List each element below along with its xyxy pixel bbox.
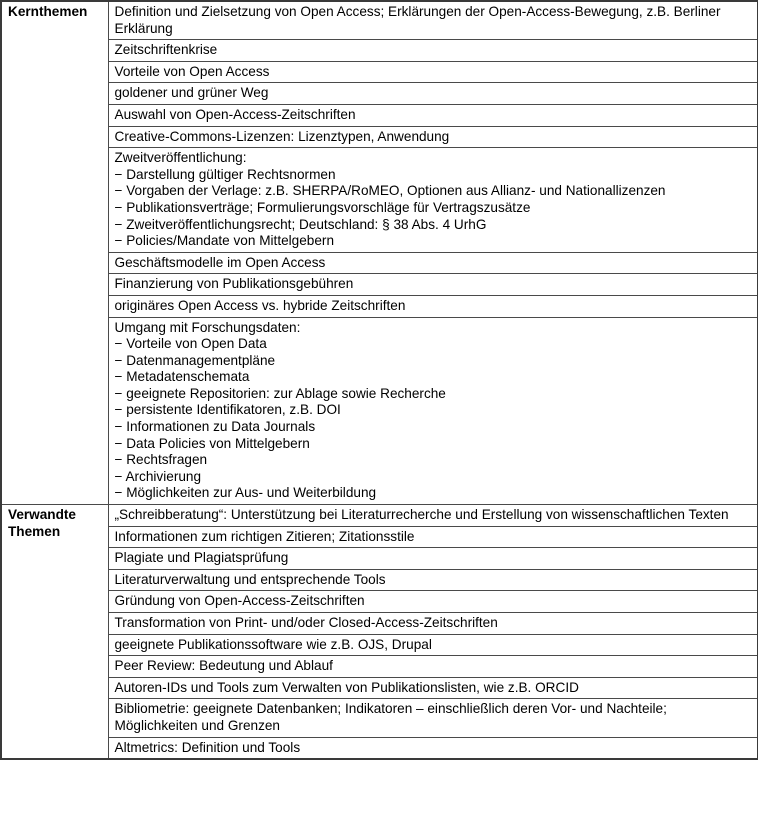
table-row <box>1 569 758 591</box>
subtopic-item: − Policies/Mandate von Mittelgebern <box>114 233 335 249</box>
topic-text: Vorteile von Open Access <box>114 63 270 79</box>
table-row <box>1 274 758 296</box>
table-row <box>1 104 758 126</box>
topic-cell <box>108 634 758 656</box>
topic-text: Autoren-IDs und Tools zum Verwalten von Publikationslisten, wie z.B. ORCID <box>114 679 579 695</box>
table-row <box>1 295 758 317</box>
topics-table-body <box>1 1 758 759</box>
topic-text: Definition und Zielsetzung von Open Access; Erklärungen der Open-Access-Bewegung, z.B. Berliner Erklärung <box>114 4 721 36</box>
topic-text: Zeitschriftenkrise <box>114 42 218 58</box>
topic-text: goldener und grüner Weg <box>114 85 269 101</box>
topic-text: Altmetrics: Definition und Tools <box>114 739 301 755</box>
topic-text: Auswahl von Open-Access-Zeitschriften <box>114 106 356 122</box>
subtopic-item: − geeignete Repositorien: zur Ablage sowie Recherche <box>114 385 446 401</box>
subtopic-item: − Metadatenschemata <box>114 369 250 385</box>
subtopic-item: − Datenmanagementpläne <box>114 352 276 368</box>
topic-cell <box>108 505 758 527</box>
topic-cell <box>108 126 758 148</box>
subtopic-item: − Möglichkeiten zur Aus- und Weiterbildung <box>114 485 377 501</box>
topic-text: „Schreibberatung“: Unterstützung bei Literaturrecherche und Erstellung von wissenschaftlichen Texten <box>114 507 729 523</box>
table-row <box>1 548 758 570</box>
topic-cell <box>108 61 758 83</box>
category-cell <box>1 1 108 505</box>
category-label: Kernthemen <box>8 4 88 19</box>
table-row <box>1 148 758 253</box>
table-row <box>1 634 758 656</box>
subtopic-item: − Archivierung <box>114 468 202 484</box>
table-row <box>1 699 758 737</box>
topic-text: Umgang mit Forschungsdaten: <box>114 319 301 335</box>
topic-cell <box>108 677 758 699</box>
topic-cell <box>108 252 758 274</box>
topic-text: Creative-Commons-Lizenzen: Lizenztypen, Anwendung <box>114 128 450 144</box>
topic-cell <box>108 40 758 62</box>
topic-text: geeignete Publikationssoftware wie z.B. OJS, Drupal <box>114 636 432 652</box>
topic-cell <box>108 656 758 678</box>
table-row <box>1 40 758 62</box>
topic-text: Peer Review: Bedeutung und Ablauf <box>114 658 333 674</box>
topic-text: Plagiate und Plagiatsprüfung <box>114 550 289 566</box>
topic-cell <box>108 104 758 126</box>
category-cell <box>1 505 108 760</box>
topic-text: Geschäftsmodelle im Open Access <box>114 254 326 270</box>
table-row <box>1 656 758 678</box>
table-row <box>1 61 758 83</box>
table-row <box>1 126 758 148</box>
topic-cell <box>108 1 758 40</box>
topic-cell <box>108 317 758 505</box>
table-row <box>1 83 758 105</box>
topic-cell <box>108 295 758 317</box>
table-row <box>1 737 758 759</box>
subtopic-item: − Zweitveröffentlichungsrecht; Deutschland: § 38 Abs. 4 UrhG <box>114 216 487 232</box>
subtopic-item: − Vorteile von Open Data <box>114 336 267 352</box>
subtopic-item: − Darstellung gültiger Rechtsnormen <box>114 166 336 182</box>
topic-text: originäres Open Access vs. hybride Zeitschriften <box>114 297 406 313</box>
table-row <box>1 677 758 699</box>
table-row <box>1 1 758 40</box>
topic-text: Transformation von Print- und/oder Closed-Access-Zeitschriften <box>114 615 498 630</box>
topic-text: Finanzierung von Publikationsgebühren <box>114 276 354 292</box>
subtopic-item: − persistente Identifikatoren, z.B. DOI <box>114 402 341 418</box>
topic-text: Gründung von Open-Access-Zeitschriften <box>114 593 365 609</box>
table-row <box>1 591 758 613</box>
topic-cell <box>108 83 758 105</box>
topic-cell <box>108 613 758 635</box>
subtopic-item: − Data Policies von Mittelgebern <box>114 435 310 451</box>
topic-cell <box>108 569 758 591</box>
category-label: Verwandte Themen <box>8 507 76 539</box>
topic-cell <box>108 148 758 253</box>
topic-text: Informationen zum richtigen Zitieren; Zitationsstile <box>114 528 415 544</box>
table-row <box>1 252 758 274</box>
subtopic-item: − Vorgaben der Verlage: z.B. SHERPA/RoMEO, Optionen aus Allianz- und Nationallizenzen <box>114 183 666 199</box>
topic-cell <box>108 526 758 548</box>
topic-cell <box>108 274 758 296</box>
table-row <box>1 317 758 505</box>
topic-cell <box>108 737 758 759</box>
table-row <box>1 526 758 548</box>
topic-cell <box>108 591 758 613</box>
topic-cell <box>108 699 758 737</box>
topic-cell <box>108 548 758 570</box>
topic-text: Bibliometrie: geeignete Datenbanken; Indikatoren – einschließlich deren Vor- und Nachteile; Möglichkeiten und Grenzen <box>114 701 667 733</box>
subtopic-item: − Rechtsfragen <box>114 452 208 468</box>
table-row <box>1 505 758 527</box>
topic-text: Zweitveröffentlichung: <box>114 150 247 166</box>
subtopic-item: − Publikationsverträge; Formulierungsvorschläge für Vertragszusätze <box>114 199 531 215</box>
table-row <box>1 613 758 635</box>
topic-text: Literaturverwaltung und entsprechende Tools <box>114 571 386 587</box>
subtopic-item: − Informationen zu Data Journals <box>114 419 316 435</box>
